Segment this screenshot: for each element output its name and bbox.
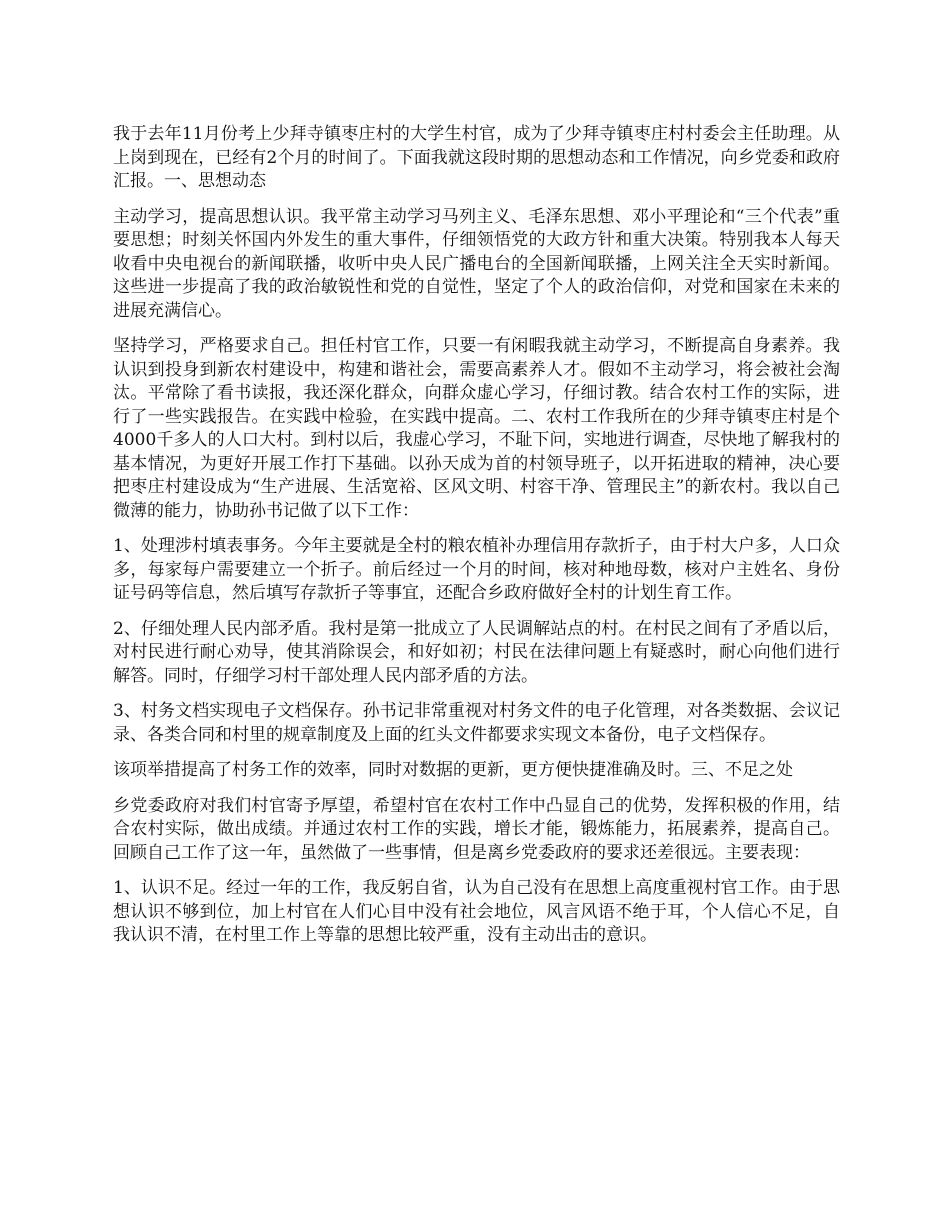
paragraph-persist-study: 坚持学习，严格要求自己。担任村官工作，只要一有闲暇我就主动学习，不断提高自身素养。我认识到投身到新农村建设中，构建和谐社会，需要高素养人才。假如不主动学习，将会被社会淘汰。平常除了看书读报，我还深化群众，向群众虚心学习，仔细讨教。结合农村工作的实际，进行了一些实践报告。在实践中检验，在实践中提高。二、农村工作我所在的少拜寺镇枣庄村是个4000千多人的人口大村。到村以后，我虚心学习，不耻下问，实地进行调查，尽快地了解我村的基本情况，为更好开展工作打下基础。以孙天成为首的村领导班子，以开拓进取的精神，决心要把枣庄村建设成为“生产进展、生活宽裕、区风文明、村容干净、管理民主”的新农村。我以自己微薄的能力，协助孙书记做了以下工作： bbox=[113, 336, 840, 521]
paragraph-intro: 我于去年11月份考上少拜寺镇枣庄村的大学生村官，成为了少拜寺镇枣庄村村委会主任助理。从上岗到现在，已经有2个月的时间了。下面我就这段时期的思想动态和工作情况，向乡党委和政府汇报。一、思想动态 bbox=[113, 124, 840, 191]
paragraph-item-2-disputes: 2、仔细处理人民内部矛盾。我村是第一批成立了人民调解站点的村。在村民之间有了矛盾以后，对村民进行耐心劝导，使其消除误会，和好如初；村民在法律问题上有疑惑时，耐心向他们进行解答。同时，仔细学习村干部处理人民内部矛盾的方法。 bbox=[113, 618, 840, 686]
paragraph-shortcoming-1: 1、认识不足。经过一年的工作，我反躬自省，认为自己没有在思想上高度重视村官工作。由于思想认识不够到位，加上村官在人们心目中没有社会地位，风言风语不绝于耳，个人信心不足，自我认识不清，在村里工作上等靠的思想比较严重，没有主动出击的意识。 bbox=[113, 878, 840, 945]
paragraph-shortcomings: 乡党委政府对我们村官寄予厚望，希望村官在农村工作中凸显自己的优势，发挥积极的作用，结合农村实际，做出成绩。并通过农村工作的实践，增长才能，锻炼能力，拓展素养，提高自己。回顾自己工作了这一年，虽然做了一些事情，但是离乡党委政府的要求还差很远。主要表现： bbox=[113, 795, 840, 863]
paragraph-efficiency: 该项举措提高了村务工作的效率，同时对数据的更新，更方便快捷准确及时。三、不足之处 bbox=[113, 760, 793, 780]
paragraph-item-3-archives: 3、村务文档实现电子文档保存。孙书记非常重视对村务文件的电子化管理，对各类数据、会议记录、各类合同和村里的规章制度及上面的红头文件都要求实现文本备份，电子文档保存。 bbox=[113, 701, 840, 745]
paragraph-thought-study: 主动学习，提高思想认识。我平常主动学习马列主义、毛泽东思想、邓小平理论和“三个代表”重要思想；时刻关怀国内外发生的重大事件，仔细领悟党的大政方针和重大决策。特别我本人每天收看中央电视台的新闻联播，收听中央人民广播电台的全国新闻联播，上网关注全天实时新闻。这些进一步提高了我的政治敏锐性和党的自觉性，坚定了个人的政治信仰，对党和国家在未来的进展充满信心。 bbox=[113, 206, 840, 321]
paragraph-item-1-forms: 1、处理涉村填表事务。今年主要就是全村的粮农植补办理信用存款折子，由于村大户多，人口众多，每家每户需要建立一个折子。前后经过一个月的时间，核对种地母数，核对户主姓名、身份证号码等信息，然后填写存款折子等事宜，还配合乡政府做好全村的计划生育工作。 bbox=[113, 536, 840, 603]
document-body bbox=[113, 123, 840, 960]
